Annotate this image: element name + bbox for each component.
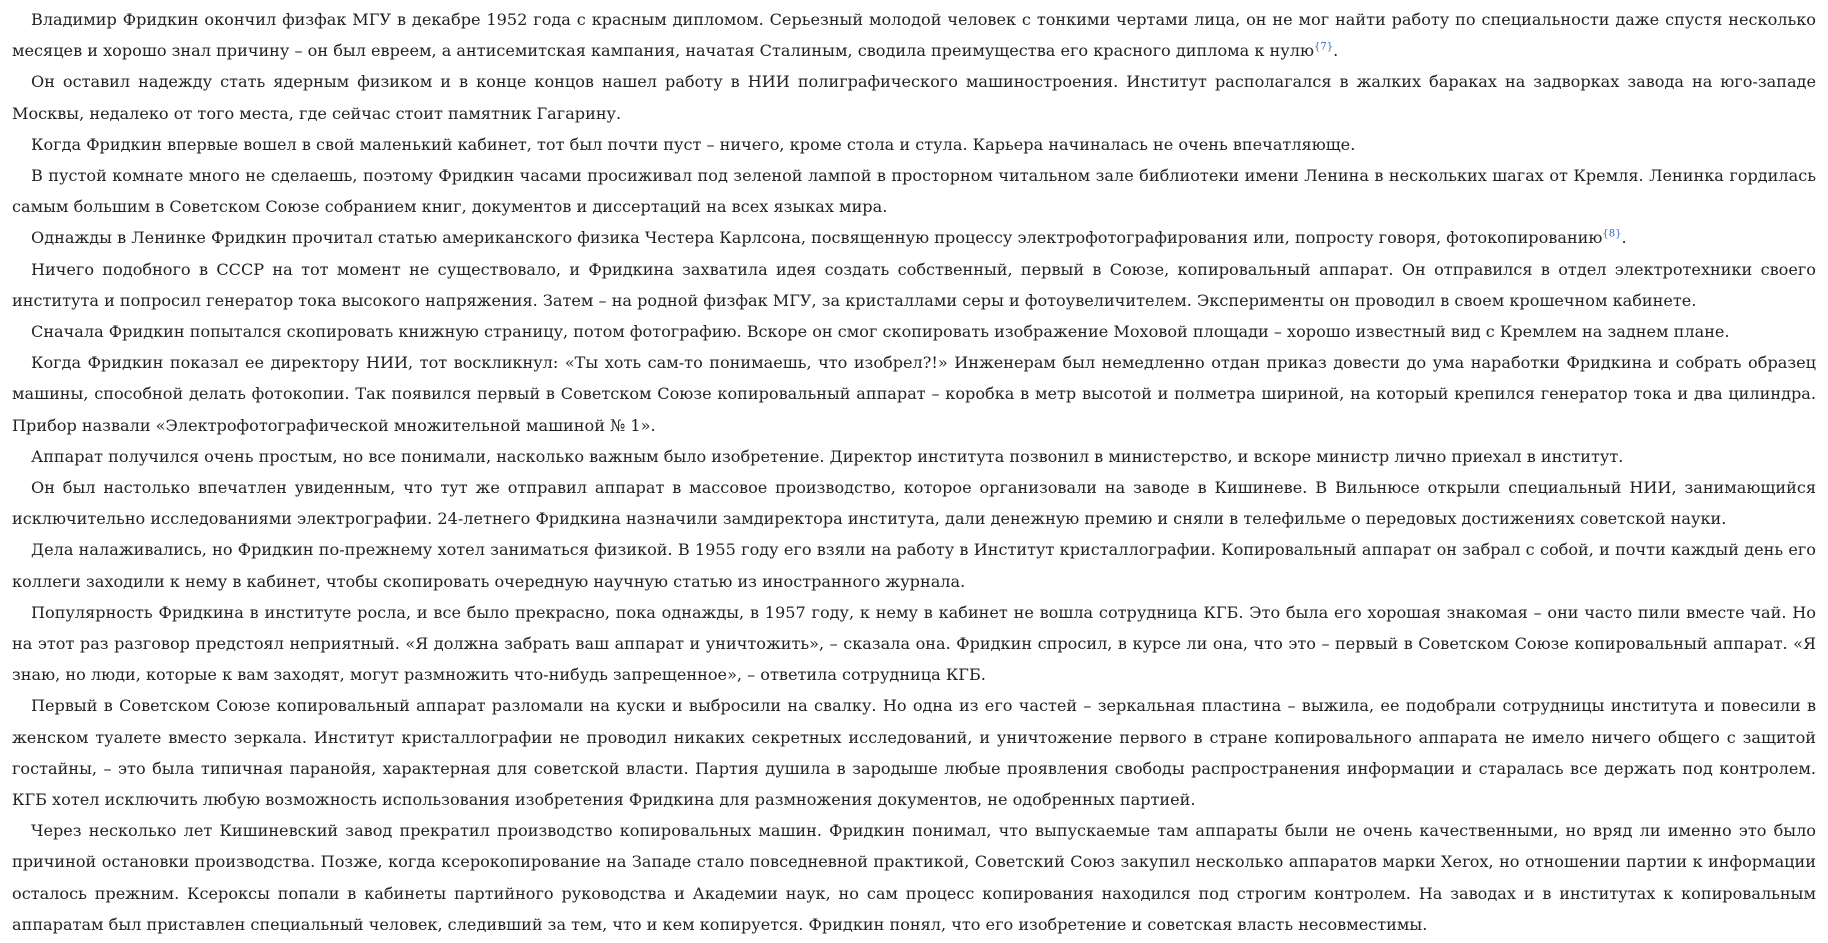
paragraph-2: Он оставил надежду стать ядерным физиком и в конце концов нашел работу в НИИ полиграфического машиностроения. Институт располагался в жалких бараках на задворках завода на юго-западе Москвы, недалеко от того места, где сейчас стоит памятник Гагарину.	[12, 72, 1816, 123]
paragraph-3: Когда Фридкин впервые вошел в свой маленький кабинет, тот был почти пуст – ничего, кроме стола и стула. Карьера начиналась не очень впечатляюще.	[31, 134, 1356, 154]
footnote-8-link[interactable]: {8}	[1602, 229, 1622, 241]
paragraph-13: Первый в Советском Союзе копировальный аппарат разломали на куски и выбросили на свалку. Но одна из его частей – зеркальная пластина – выжила, ее подобрали сотрудницы института и повесили в женском туалете вместо зеркала. Институт кристаллографии не проводил никаких секретных исследований, и уничтожение первого в стране копировального аппарата не имело ничего общего с защитой гостайны, – это была типичная паранойя, характерная для советской власти. Партия душила в зародыше любые проявления свободы распространения информации и старалась все держать под контролем. КГБ хотел исключить любую возможность использования изобретения Фридкина для размножения документов, не одобренных партией.	[12, 696, 1816, 810]
paragraph-text: Однажды в Ленинке Фридкин прочитал статью американского физика Честера Карлсона, посвященную процессу электрофотографирования или, попросту говоря, фотокопированию	[31, 228, 1603, 248]
paragraph-12: Популярность Фридкина в институте росла, и все было прекрасно, пока однажды, в 1957 году, к нему в кабинет не вошла сотрудница КГБ. Это была его хорошая знакомая – они часто пили вместе чай. Но на этот раз разговор предстоял неприятный. «Я должна забрать ваш аппарат и уничтожить», – сказала она. Фридкин спросил, в курсе ли она, что это – первый в Советском Союзе копировальный аппарат. «Я знаю, но люди, которые к вам заходят, могут размножить что-нибудь запрещенное», – ответила сотрудница КГБ.	[12, 602, 1816, 685]
paragraph-5	[12, 222, 1816, 253]
paragraph-text: Владимир Фридкин окончил физфак МГУ в декабре 1952 года с красным дипломом. Серьезный молодой человек с тонкими чертами лица, он не мог найти работу по специальности даже спустя несколько месяцев и хорошо знал причину – он был евреем, а антисемитская кампания, начатая Сталиным, сводила преимущества его красного диплома к нулю	[12, 10, 1816, 61]
paragraph-tail: .	[1621, 228, 1627, 248]
paragraph-14: Через несколько лет Кишиневский завод прекратил производство копировальных машин. Фридкин понимал, что выпускаемые там аппараты были не очень качественными, но вряд ли именно это было причиной остановки производства. Позже, когда ксерокопирование на Западе стало повседневной практикой, Советский Союз закупил несколько аппаратов марки Xerox, но отношении партии к информации осталось прежним. Ксероксы попали в кабинеты партийного руководства и Академии наук, но сам процесс копирования находился под строгим контролем. На заводах и в институтах к копировальным аппаратам был приставлен специальный человек, следивший за тем, что и кем копируется. Фридкин понял, что его изобретение и советская власть несовместимы.	[12, 821, 1816, 934]
paragraph-7: Сначала Фридкин попытался скопировать книжную страницу, потом фотографию. Вскоре он смог скопировать изображение Моховой площади – хорошо известный вид с Кремлем на заднем плане.	[31, 322, 1730, 342]
paragraph-tail: .	[1333, 41, 1339, 61]
document-body	[12, 4, 1816, 940]
paragraph-1	[12, 4, 1816, 66]
paragraph-6: Ничего подобного в СССР на тот момент не существовало, и Фридкина захватила идея создать собственный, первый в Союзе, копировальный аппарат. Он отправился в отдел электротехники своего института и попросил генератор тока высокого напряжения. Затем – на родной физфак МГУ, за кристаллами серы и фотоувеличителем. Эксперименты он проводил в своем крошечном кабинете.	[12, 259, 1816, 310]
paragraph-9: Аппарат получился очень простым, но все понимали, насколько важным было изобретение. Директор института позвонил в министерство, и вскоре министр лично приехал в институт.	[31, 446, 1624, 466]
paragraph-11: Дела налаживались, но Фридкин по-прежнему хотел заниматься физикой. В 1955 году его взяли на работу в Институт кристаллографии. Копировальный аппарат он забрал с собой, и почти каждый день его коллеги заходили к нему в кабинет, чтобы скопировать очередную научную статью из иностранного журнала.	[12, 540, 1816, 591]
footnote-7-link[interactable]: {7}	[1313, 41, 1334, 53]
paragraph-4: В пустой комнате много не сделаешь, поэтому Фридкин часами просиживал под зеленой лампой в просторном читальном зале библиотеки имени Ленина в нескольких шагах от Кремля. Ленинка гордилась самым большим в Советском Союзе собранием книг, документов и диссертаций на всех языках мира.	[12, 166, 1816, 217]
paragraph-8: Когда Фридкин показал ее директору НИИ, тот воскликнул: «Ты хоть сам-то понимаешь, что изобрел?!» Инженерам был немедленно отдан приказ довести до ума наработки Фридкина и собрать образец машины, способной делать фотокопии. Так появился первый в Советском Союзе копировальный аппарат – коробка в метр высотой и полметра шириной, на который крепился генератор тока и два цилиндра. Прибор назвали «Электрофотографической множительной машиной № 1».	[12, 353, 1816, 435]
paragraph-10: Он был настолько впечатлен увиденным, что тут же отправил аппарат в массовое производство, которое организовали на заводе в Кишиневе. В Вильнюсе открыли специальный НИИ, занимающийся исключительно исследованиями электрографии. 24-летнего Фридкина назначили замдиректора института, дали денежную премию и сняли в телефильме о передовых достижениях советской науки.	[12, 478, 1816, 529]
